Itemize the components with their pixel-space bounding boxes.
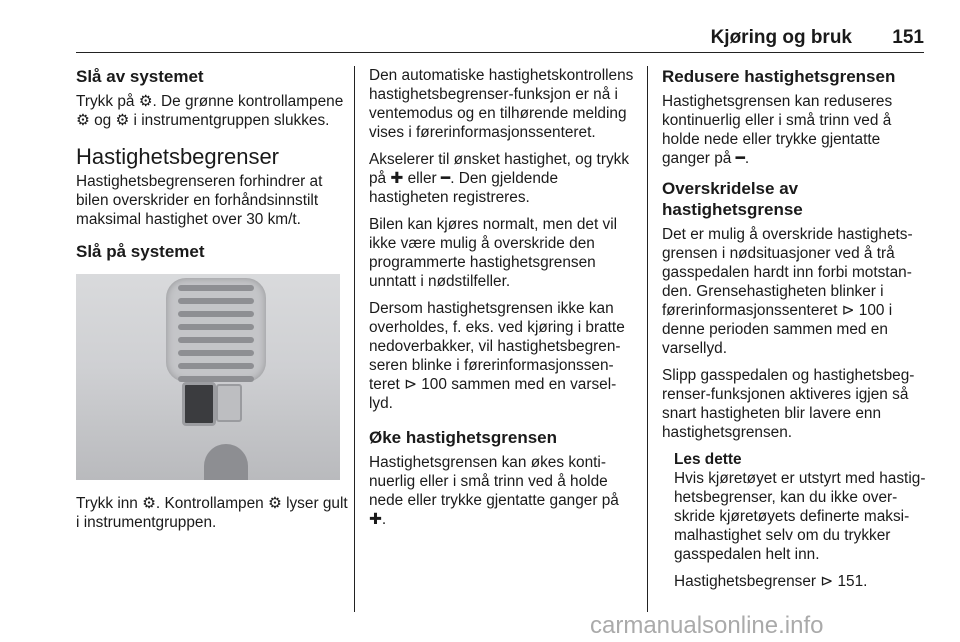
paragraph-exceed: Det er mulig å overskride hastighetsgrensen i nødsituasjoner ved å trå gasspedalen hardt inn forbi motstanden. Grensehastigheten blinker i førerinformasjonssenteret ⊳ 100 i denne perioden sammen med en varsellyd. [662, 226, 913, 357]
heading-limiter: Hastighetsbegrenser [76, 144, 280, 169]
limiter-switch [182, 382, 216, 426]
paragraph-reduce: Hastighetsgrensen kan reduseres kontinuerlig eller i små trinn ved å holde nede eller trykke gjentatte ganger på ━. [662, 93, 893, 167]
air-vent [166, 278, 266, 382]
paragraph-standby: Den automatiske hastighetskontrollens hastighetsbegrenser-funksjon er nå i ventemodus og en tilhørende melding vises i førerinformasjonssenteret. [369, 67, 634, 141]
paragraph-accelerate: Akselerer til ønsket hastighet, og trykk på ✚ eller ━. Den gjeldende hastigheten registreres. [369, 151, 630, 206]
column-3 [662, 66, 926, 599]
paragraph-limiter: Hastighetsbegrenseren forhindrer at bilen overskrider en forhåndsinnstilt maksimal hastighet over 30 km/t. [76, 173, 323, 228]
heading-off: Slå av systemet [76, 67, 204, 86]
heading-exceed: Overskridelse av hastighetsgrense [662, 179, 803, 219]
section-title: Kjøring og bruk [710, 27, 852, 48]
note-text: Hvis kjøretøyet er utstyrt med hastighetsbegrenser, kan du ikke overskride kjøretøyets definerte maksimalhastighet selv om du trykker gasspedalen helt inn. [674, 470, 926, 563]
paragraph-on: Trykk inn ⚙. Kontrollampen ⚙ lyser gult i instrumentgruppen. [76, 495, 348, 531]
page-header [76, 27, 924, 49]
watermark: carmanualsonline.info [590, 612, 824, 639]
column-1 [76, 66, 348, 540]
heading-increase: Øke hastighetsgrensen [369, 428, 558, 447]
heading-reduce: Redusere hastighetsgrensen [662, 67, 896, 86]
paragraph-release: Slipp gasspedalen og hastighetsbegrenser-funksjonen aktiveres igjen så snart hastigheten blir lavere enn hastighetsgrensen. [662, 367, 915, 441]
paragraph-off: Trykk på ⚙. De grønne kontrollampene ⚙ og ⚙ i instrumentgruppen slukkes. [76, 93, 344, 129]
note-title: Les dette [674, 451, 742, 468]
note-reference: Hastighetsbegrenser ⊳ 151. [674, 573, 868, 590]
note-box [674, 450, 926, 591]
adjacent-switch [216, 384, 242, 422]
paragraph-increase: Hastighetsgrensen kan økes kontinuerlig eller i små trinn ved å holde nede eller trykke gjentatte ganger på ✚. [369, 454, 619, 528]
dashboard-switch-photo [76, 274, 340, 480]
column-2 [369, 66, 635, 537]
heading-on: Slå på systemet [76, 242, 205, 261]
column-divider-2 [647, 66, 648, 612]
power-socket [204, 444, 248, 480]
header-rule [76, 52, 924, 53]
column-divider-1 [354, 66, 355, 612]
paragraph-blink: Dersom hastighetsgrensen ikke kan overholdes, f. eks. ved kjøring i bratte nedoverbakker, vil hastighetsbegrenseren blinke i førerinformasjonssenteret ⊳ 100 sammen med en varsellyd. [369, 300, 625, 412]
paragraph-drive-normal: Bilen kan kjøres normalt, men det vil ikke være mulig å overskride den programmerte hastighetsgrensen unntatt i nødstilfeller. [369, 216, 618, 290]
page-number: 151 [892, 27, 924, 48]
